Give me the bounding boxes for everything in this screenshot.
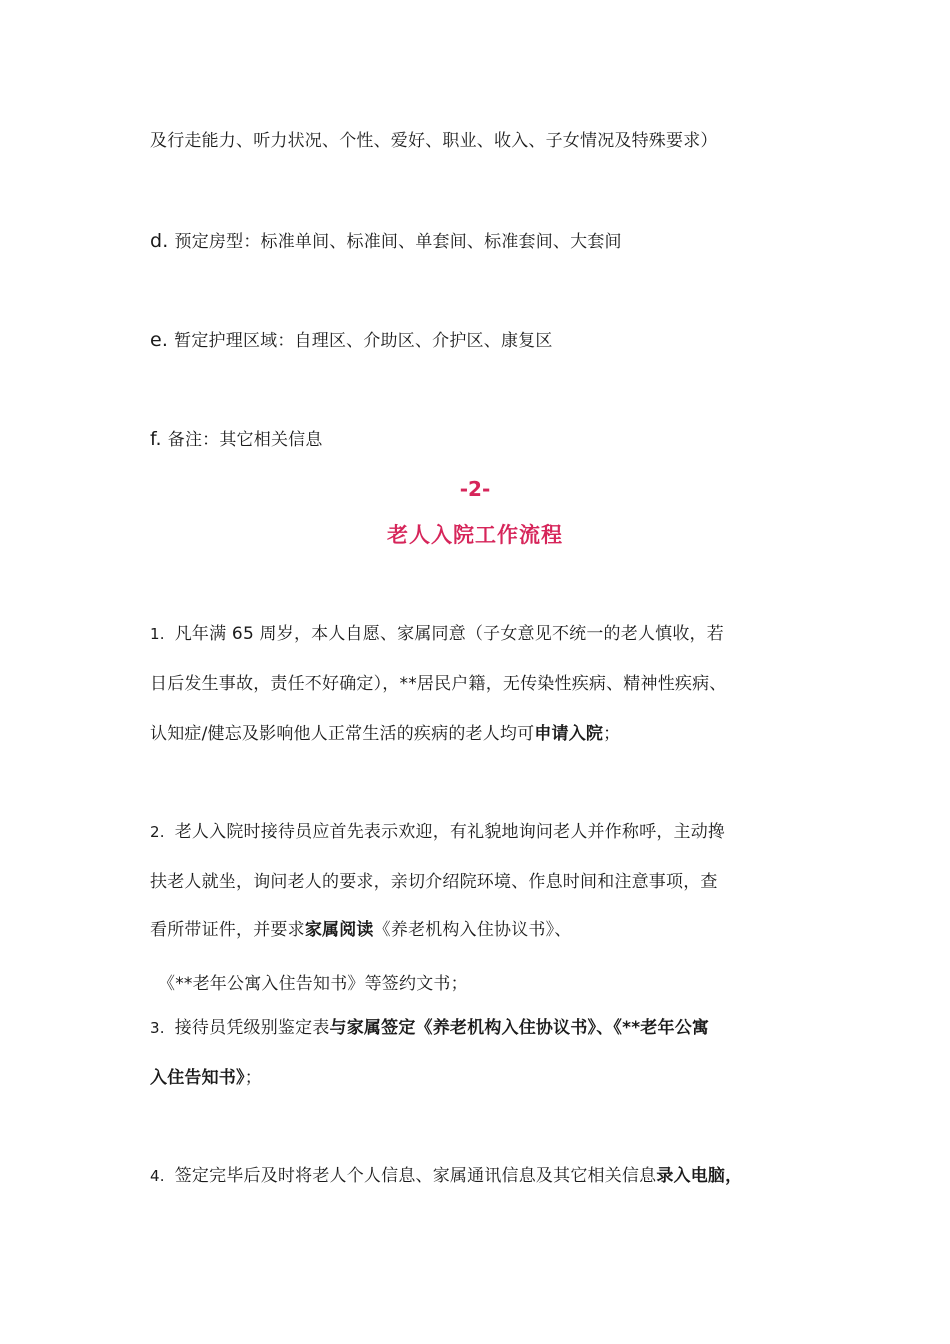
step-bold-text: 与家属签定《养老机构入住协议书》、《**老年公寓 [329,1018,710,1038]
list-item-text: 暂定护理区域：自理区、介助区、介护区、康复区 [174,331,553,351]
step-bold-text: 录入电脑， [656,1166,743,1186]
intro-line [150,129,718,153]
step-4-line-1 [150,1164,742,1188]
list-item-text: 备注：其它相关信息 [167,430,323,450]
step-2-line-1 [150,820,725,844]
step-2-line-3 [150,918,572,942]
step-marker: 4. [150,1167,165,1185]
step-2-line-4 [158,972,468,996]
step-text: 《**老年公寓入住告知书》等签约文书； [158,974,468,994]
page-number: -2- [459,477,491,501]
intro-text: 及行走能力、听力状况、个性、爱好、职业、收入、子女情况及特殊要求） [150,131,718,151]
step-text: ； [244,1068,262,1088]
step-1-line-1 [150,622,724,646]
list-item-f [150,427,323,452]
section-title: 老人入院工作流程 [387,523,563,547]
step-text: 日后发生事故，责任不好确定），**居民户籍，无传染性疾病、精神性疾病、 [150,674,727,694]
list-item-text: 预定房型：标准单间、标准间、单套间、标准套间、大套间 [174,232,622,252]
step-text: 认知症/健忘及影响他人正常生活的疾病的老人均可 [150,724,535,744]
step-text: 老人入院时接待员应首先表示欢迎，有礼貌地询问老人并作称呼，主动搀 [174,822,726,842]
list-item-e [150,328,553,353]
step-3-line-2 [150,1066,262,1090]
step-text: 凡年满 65 周岁，本人自愿、家属同意（子女意见不统一的老人慎收，若 [174,624,724,644]
step-text: ； [603,724,621,744]
step-text: 《养老机构入住协议书》、 [373,920,572,940]
step-2-line-2 [150,870,718,894]
step-text: 接待员凭级别鉴定表 [174,1018,330,1038]
step-text: 扶老人就坐，询问老人的要求，亲切介绍院环境、作息时间和注意事项，查 [150,872,718,892]
step-bold-text: 申请入院 [534,724,604,744]
step-1-line-3 [150,722,620,746]
step-3-line-1 [150,1016,709,1040]
step-bold-text: 入住告知书》 [150,1068,245,1088]
list-item-d [150,229,622,254]
list-marker: d. [150,230,169,252]
step-marker: 1. [150,625,165,643]
list-marker: f. [150,428,162,450]
step-text: 看所带证件，并要求 [150,920,305,940]
step-text: 签定完毕后及时将老人个人信息、家属通讯信息及其它相关信息 [174,1166,657,1186]
step-bold-text: 家属阅读 [304,920,374,940]
step-marker: 2. [150,823,165,841]
step-1-line-2 [150,672,727,696]
step-marker: 3. [150,1019,165,1037]
list-marker: e. [150,329,169,351]
